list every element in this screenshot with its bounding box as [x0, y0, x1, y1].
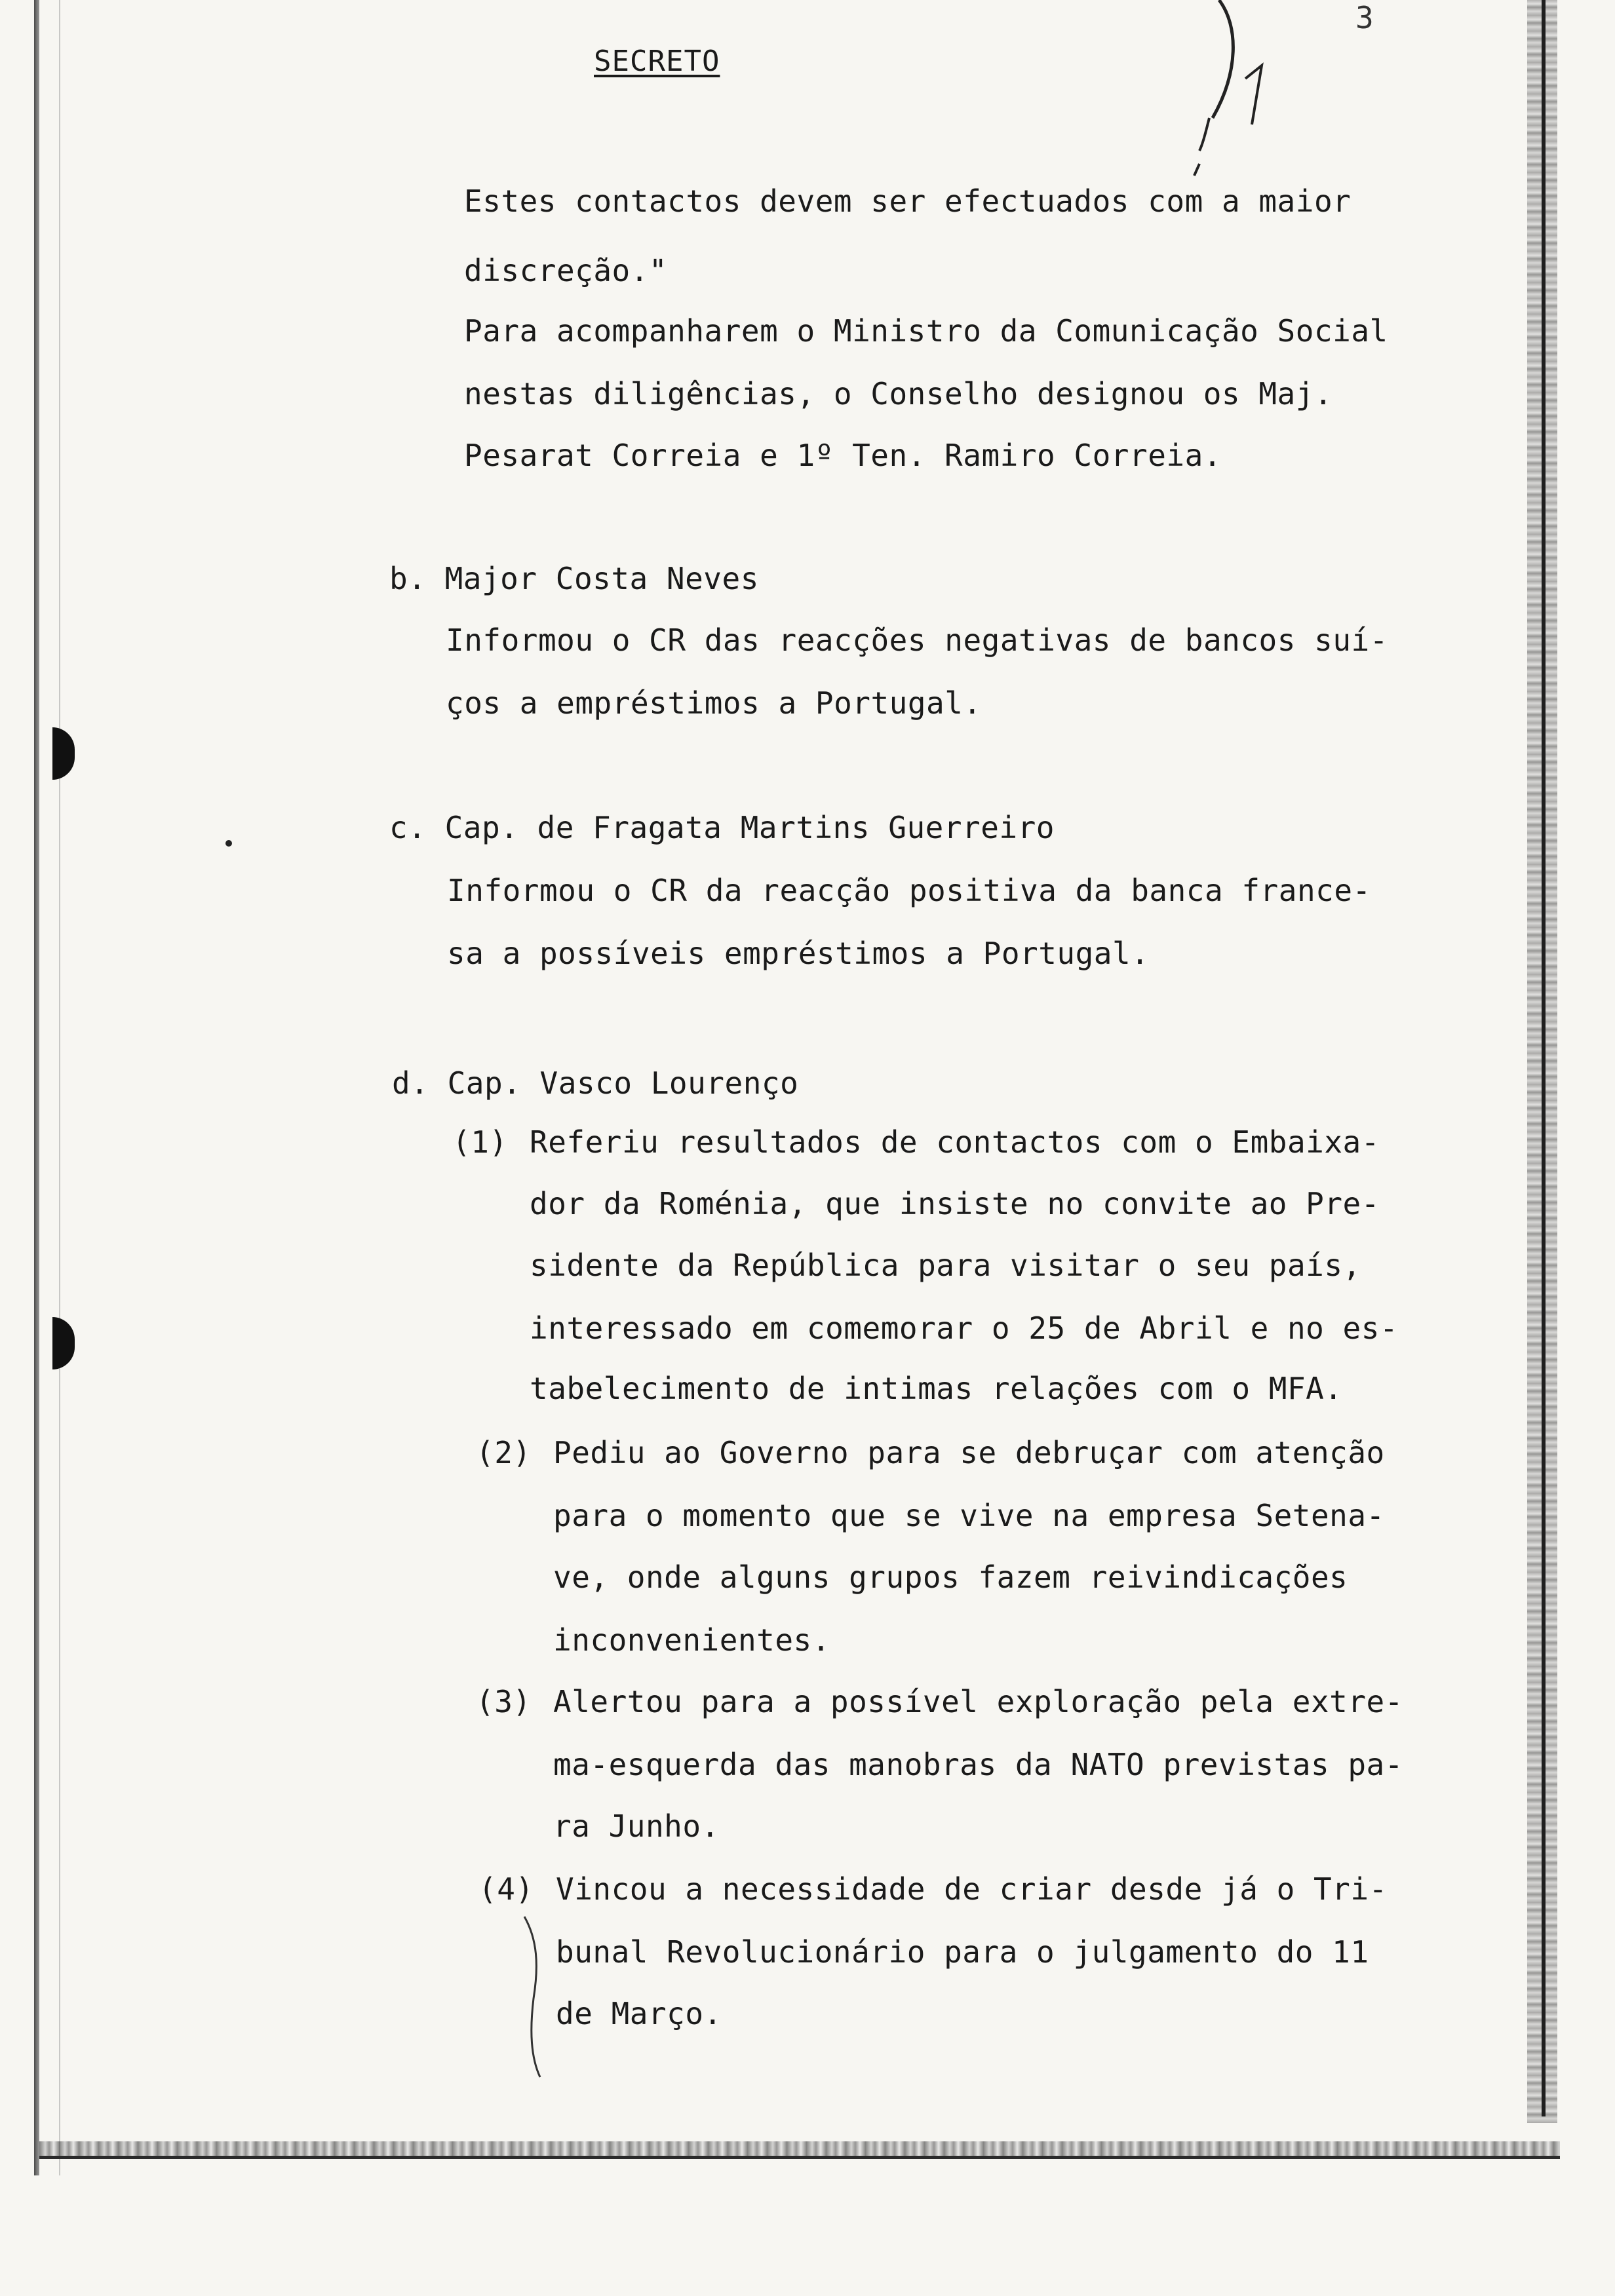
handwritten-margin-bracket: [518, 1913, 557, 2084]
intro-line: Estes contactos devem ser efectuados com a maior: [464, 183, 1352, 219]
item-1-line: interessado em comemorar o 25 de Abril e no es-: [530, 1311, 1399, 1346]
section-b-heading: b. Major Costa Neves: [389, 561, 759, 596]
scan-right-edge: [1542, 0, 1546, 2116]
section-c-line: sa a possíveis empréstimos a Portugal.: [447, 936, 1150, 971]
item-2-line: Pediu ao Governo para se debruçar com atenção: [553, 1435, 1385, 1470]
item-4-line: de Março.: [556, 1996, 722, 2031]
classification-heading: SECRETO: [594, 45, 720, 78]
intro-line: Pesarat Correia e 1º Ten. Ramiro Correia.: [464, 438, 1222, 473]
item-2-line: para o momento que se vive na empresa Setena-: [553, 1498, 1385, 1533]
item-1-line: tabelecimento de intimas relações com o MFA.: [530, 1371, 1343, 1406]
item-4-line: bunal Revolucionário para o julgamento do 11: [556, 1934, 1369, 1970]
item-2-line: ve, onde alguns grupos fazem reivindicações: [553, 1559, 1348, 1595]
scan-left-edge: [34, 0, 39, 2175]
scan-bottom-edge: [39, 2156, 1560, 2159]
punch-hole-bottom: [52, 1317, 75, 1369]
punch-hole-top: [52, 727, 75, 780]
item-1-line: Referiu resultados de contactos com o Embaixa-: [530, 1124, 1380, 1160]
intro-line: nestas diligências, o Conselho designou os Maj.: [464, 376, 1333, 411]
item-marker: (4): [478, 1871, 534, 1907]
handwritten-mark: [1173, 0, 1304, 197]
section-c-heading: c. Cap. de Fragata Martins Guerreiro: [389, 810, 1055, 845]
item-1-line: sidente da República para visitar o seu país,: [530, 1248, 1361, 1283]
intro-line: discreção.": [464, 253, 668, 288]
scan-left-fold-line: [59, 0, 60, 2175]
item-marker: (3): [476, 1684, 532, 1719]
item-marker: (1): [452, 1124, 508, 1160]
section-b-line: ços a empréstimos a Portugal.: [446, 685, 982, 721]
item-1-line: dor da Roménia, que insiste no convite ao Pre-: [530, 1186, 1380, 1221]
section-c-line: Informou o CR da reacção positiva da banca france-: [447, 873, 1371, 908]
item-3-line: Alertou para a possível exploração pela extre-: [553, 1684, 1403, 1719]
item-4-line: Vincou a necessidade de criar desde já o Tri-: [556, 1871, 1388, 1907]
stray-mark: [225, 840, 232, 847]
intro-line: Para acompanharem o Ministro da Comunicação Social: [464, 313, 1388, 349]
section-d-heading: d. Cap. Vasco Lourenço: [392, 1065, 799, 1101]
section-b-line: Informou o CR das reacções negativas de bancos suí-: [446, 622, 1388, 658]
page-number: 3: [1355, 0, 1374, 35]
item-3-line: ma-esquerda das manobras da NATO previstas pa-: [553, 1747, 1403, 1782]
item-3-line: ra Junho.: [553, 1808, 720, 1844]
item-2-line: inconvenientes.: [553, 1622, 830, 1658]
item-marker: (2): [476, 1435, 532, 1470]
